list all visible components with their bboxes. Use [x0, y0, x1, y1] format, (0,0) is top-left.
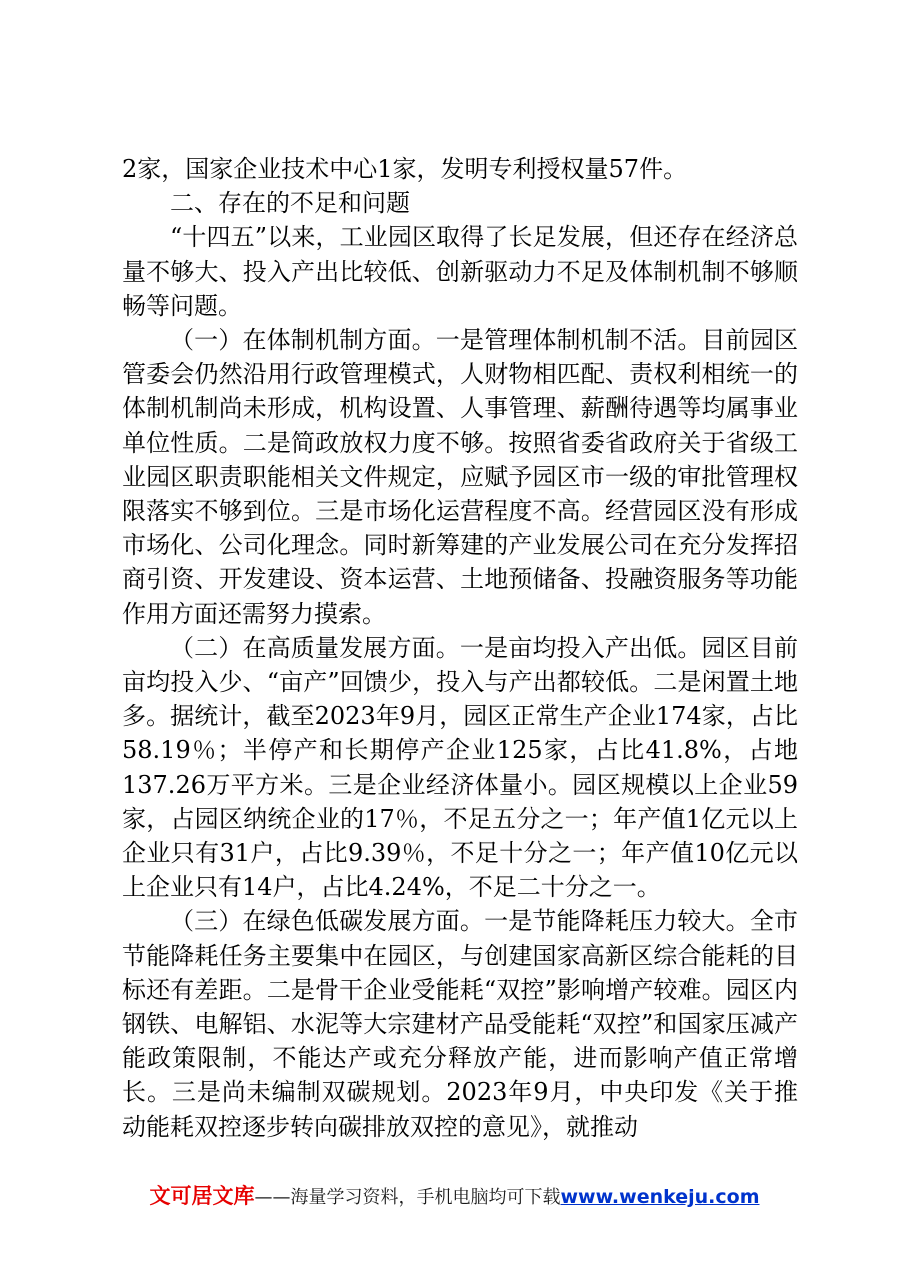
paragraph-institutional: （一）在体制机制方面。一是管理体制机制不活。目前园区管委会仍然沿用行政管理模式，人财物相匹配、责权利相统一的体制机制尚未形成，机构设置、人事管理、薪酬待遇等均属事业单位性质。二是简政放权力度不够。按照省委省政府关于省级工业园区职责职能相关文件规定，应赋予园区市一级的审批管理权限落实不够到位。三是市场化运营程度不高。经营园区没有形成市场化、公司化理念。同时新筹建的产业发展公司在充分发挥招商引资、开发建设、资本运营、土地预储备、投融资服务等功能作用方面还需努力摸索。	[122, 326, 798, 628]
footer-banner	[0, 1180, 909, 1210]
paragraph-intro: “十四五”以来，工业园区取得了长足发展，但还存在经济总量不够大、投入产出比较低、创新驱动力不足及体制机制不够顺畅等问题。	[122, 223, 798, 320]
paragraph-quality-development: （二）在高质量发展方面。一是亩均投入产出低。园区目前亩均投入少、“亩产”回馈少，投入与产出都较低。二是闲置土地多。据统计，截至2023年9月，园区正常生产企业174家，占比58.19％；半停产和长期停产企业125家，占比41.8%，占地137.26万平方米。三是企业经济体量小。园区规模以上企业59家，占园区纳统企业的17％，不足五分之一；年产值1亿元以上企业只有31户，占比9.39％，不足十分之一；年产值10亿元以上企业只有14户，占比4.24%，不足二十分之一。	[122, 633, 798, 902]
document-body	[122, 152, 798, 1144]
footer-tagline: ——海量学习资料，手机电脑均可下载	[254, 1187, 561, 1208]
paragraph-continuation: 2家，国家企业技术中心1家，发明专利授权量57件。	[122, 155, 688, 183]
section-heading: 二、存在的不足和问题	[170, 189, 410, 218]
footer-url-link[interactable]: www.wenkeju.com	[560, 1186, 760, 1208]
footer-brand: 文可居文库	[149, 1184, 255, 1208]
paragraph-green-development: （三）在绿色低碳发展方面。一是节能降耗压力较大。全市节能降耗任务主要集中在园区，与创建国家高新区综合能耗的目标还有差距。二是骨干企业受能耗“双控”影响增产较难。园区内钢铁、电解铝、水泥等大宗建材产品受能耗“双控”和国家压减产能政策限制，不能达产或充分释放产能，进而影响产值正常增长。三是尚未编制双碳规划。2023年9月，中央印发《关于推动能耗双控逐步转向碳排放双控的意见》，就推动	[122, 907, 798, 1141]
